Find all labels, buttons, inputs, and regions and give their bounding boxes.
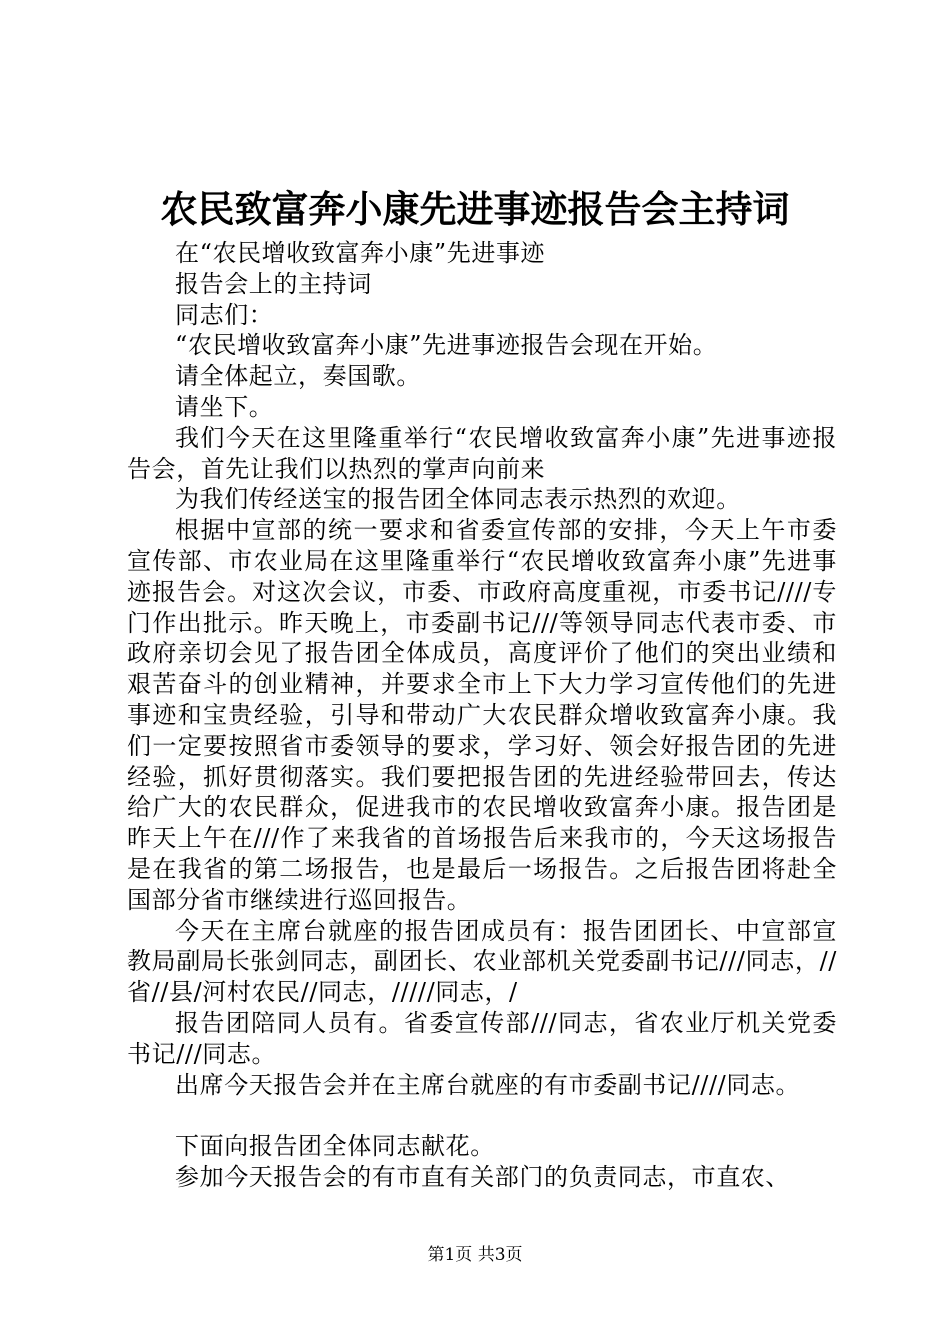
page-footer: 第1页 共3页 [427,1245,523,1265]
paragraph-heading-line-1: 在“农民增收致富奔小康”先进事迹 [175,239,546,267]
paragraph-opening: “农民增收致富奔小康”先进事迹报告会现在开始。 [175,331,718,360]
paragraph-welcome-cont: 为我们传经送宝的报告团全体同志表示热烈的欢迎。 [175,485,741,514]
paragraph-sit-down: 请坐下。 [175,392,274,421]
paragraph-background: 根据中宣部的统一要求和省委宣传部的安排，今天上午市委宣传部、市农业局在这里隆重举行“农民增收致富奔小康”先进事迹报告会。对这次会议，市委、市政府高度重视，市委书记////专门作出批示。昨天晚上，市委副书记///等领导同志代表市委、市政府亲切会见了报告团全体成员，高度评价了他们的突出业绩和艰苦奋斗的创业精神，并要求全市上下大力学习宣传他们的先进事迹和宝贵经验，引导和带动广大农民群众增收致富奔小康。我们一定要按照省市委领导的要求，学习好、领会好报告团的先进经验，抓好贯彻落实。我们要把报告团的先进经验带回去，传达给广大的农民群众，促进我市的农民增收致富奔小康。报告团是昨天上午在///作了来我省的首场报告后来我市的，今天这场报告是在我省的第二场报告，也是最后一场报告。之后报告团将赴全国部分省市继续进行巡回报告。 [127,516,837,914]
document-title: 农民致富奔小康先进事迹报告会主持词 [160,187,790,231]
paragraph-flowers: 下面向报告团全体同志献花。 [175,1132,495,1161]
paragraph-heading-line-2: 报告会上的主持词 [175,269,372,298]
paragraph-presidium-members: 今天在主席台就座的报告团成员有：报告团团长、中宣部宣教局副局长张剑同志，副团长、农业部机关党委副书记///同志，//省//县/河村农民//同志，/////同志，/ [127,916,837,1007]
paragraph-participants: 参加今天报告会的有市直有关部门的负责同志，市直农、 [175,1162,790,1191]
paragraph-salutation: 同志们： [175,300,274,329]
blank-line [127,1100,837,1131]
paragraph-accompanying-staff: 报告团陪同人员有。省委宣传部///同志，省农业厅机关党委书记///同志。 [127,1008,837,1068]
paragraph-welcome: 我们今天在这里隆重举行“农民增收致富奔小康”先进事迹报告会，首先让我们以热烈的掌声向前来 [127,423,837,483]
paragraph-anthem: 请全体起立，奏国歌。 [175,362,421,391]
paragraph-attendees: 出席今天报告会并在主席台就座的有市委副书记////同志。 [175,1070,801,1099]
document-body [127,238,837,1193]
